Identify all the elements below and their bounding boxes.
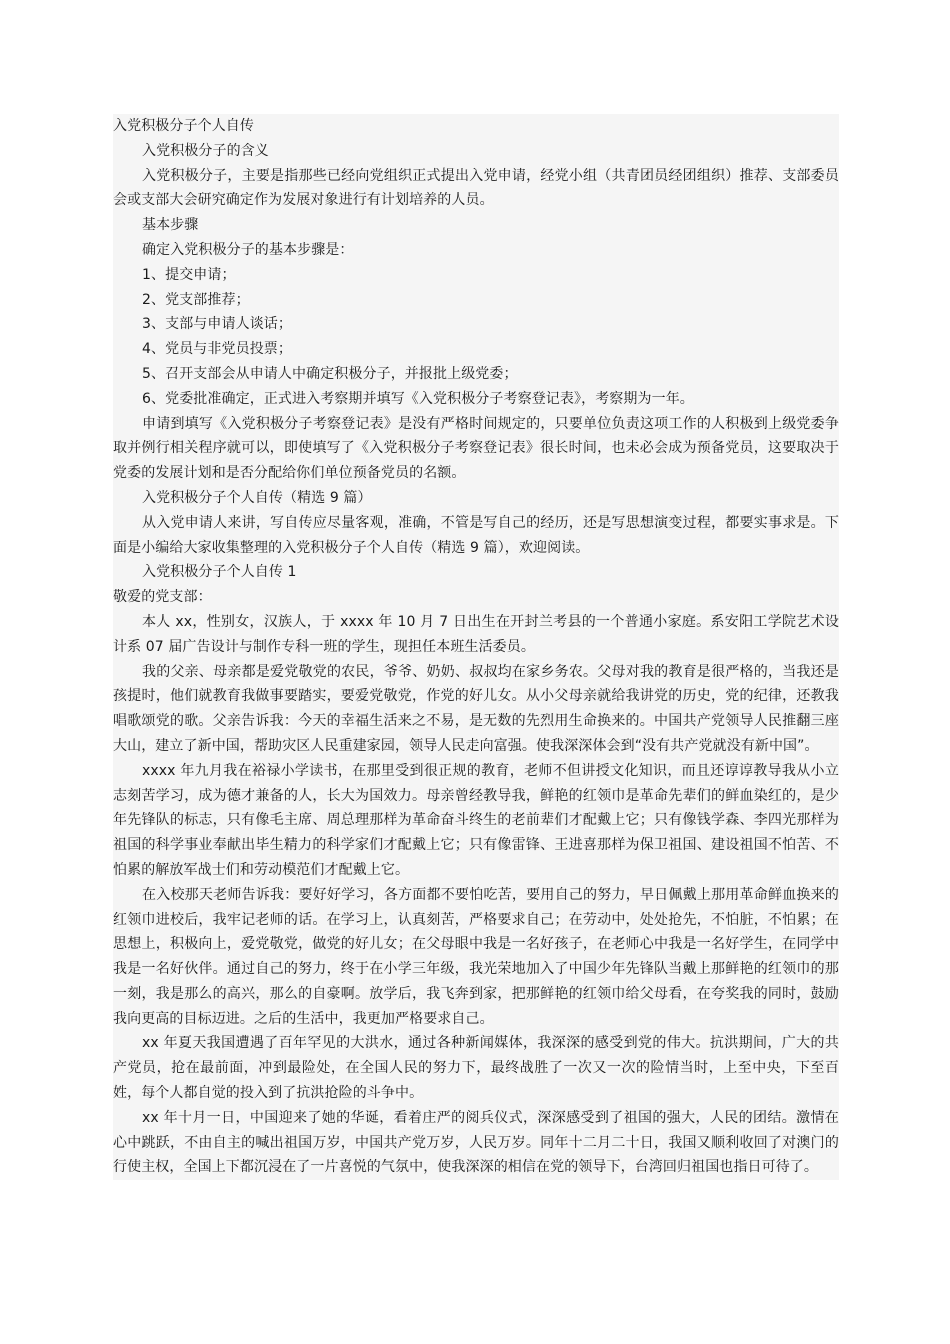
list-item: 6、党委批准确定，正式进入考察期并填写《入党积极分子考察登记表》，考察期为一年。 (142, 390, 694, 407)
paragraph: 入党积极分子，主要是指那些已经向党组织正式提出入党申请，经党小组（共青团员经团组织）推荐、支部委员会或支部大会研究确定作为发展对象进行有计划培养的人员。 (113, 167, 839, 209)
paragraph: xx 年夏天我国遭遇了百年罕见的大洪水，通过各种新闻媒体，我深深的感受到党的伟大。抗洪期间，广大的共产党员，抢在最前面，冲到最险处，在全国人民的努力下，最终战胜了一次又一次的险情当时，上至中央，下至百姓，每个人都自觉的投入到了抗洪抢险的斗争中。 (113, 1035, 839, 1102)
list-item: 2、党支部推荐； (142, 291, 250, 308)
list-item: 4、党员与非党员投票； (142, 341, 293, 358)
document-body (113, 114, 839, 1180)
document-title: 入党积极分子个人自传 (113, 118, 254, 134)
paragraph: 从入党申请人来讲，写自传应尽量客观，准确，不管是写自己的经历，还是写思想演变过程，都要实事求是。下面是小编给大家收集整理的入党积极分子个人自传（精选 9 篇），欢迎阅读。 (113, 514, 839, 556)
paragraph: 在入校那天老师告诉我：要好好学习，各方面都不要怕吃苦，要用自己的努力，早日佩戴上那用革命鲜血换来的红领巾进校后，我牢记老师的话。在学习上，认真刻苦，严格要求自己；在劳动中，处处抢先，不怕脏，不怕累；在思想上，积极向上，爱党敬党，做党的好儿女；在父母眼中我是一名好孩子，在老师心中我是一名好学生，在同学中我是一名好伙伴。通过自己的努力，终于在小学三年级，我光荣地加入了中国少年先锋队当戴上那鲜艳的红领巾的那一刻，我是那么的高兴，那么的自豪啊。放学后，我飞奔到家，把那鲜艳的红领巾给父母看，在夸奖我的同时，鼓励我向更高的目标迈进。之后的生活中，我更加严格要求自己。 (113, 886, 839, 1027)
section-heading: 入党积极分子个人自传 1 (142, 564, 297, 581)
paragraph: 申请到填写《入党积极分子考察登记表》是没有严格时间规定的，只要单位负责这项工作的人积极到上级党委争取并例行相关程序就可以，即使填写了《入党积极分子考察登记表》很长时间，也未必会成为预备党员，这要取决于党委的发展计划和是否分配给你们单位预备党员的名额。 (113, 415, 839, 482)
list-item: 5、召开支部会从申请人中确定积极分子，并报批上级党委； (142, 365, 518, 382)
paragraph: 我的父亲、母亲都是爱党敬党的农民，爷爷、奶奶、叔叔均在家乡务农。父母对我的教育是很严格的，当我还是孩提时，他们就教育我做事要踏实，要爱党敬党，作党的好儿女。从小父母亲就给我讲党的历史，党的纪律，还教我唱歌颂党的歌。父亲告诉我：今天的幸福生活来之不易，是无数的先烈用生命换来的。中国共产党领导人民推翻三座大山，建立了新中国，帮助灾区人民重建家园，领导人民走向富强。使我深深体会到“没有共产党就没有新中国”。 (113, 663, 839, 754)
salutation: 敬爱的党支部： (113, 589, 212, 606)
paragraph: 本人 xx，性别女，汉族人，于 xxxx 年 10 月 7 日出生在开封兰考县的一个普通小家庭。系安阳工学院艺术设计系 07 届广告设计与制作专科一班的学生，现担任本班生活委员。 (113, 613, 839, 655)
list-item: 3、支部与申请人谈话； (142, 316, 293, 333)
list-item: 1、提交申请； (142, 266, 236, 283)
paragraph: xxxx 年九月我在裕禄小学读书，在那里受到很正规的教育，老师不但讲授文化知识，而且还谆谆教导我从小立志刻苦学习，成为德才兼备的人，长大为国效力。母亲曾经教导我，鲜艳的红领巾是革命先辈们的鲜血染红的，是少年先锋队的标志，只有像毛主席、周总理那样为革命奋斗终生的老前辈们才配戴上它；只有像钱学森、李四光那样为祖国的科学事业奉献出毕生精力的科学家们才配戴上它；只有像雷锋、王进喜那样为保卫祖国、建设祖国不怕苦、不怕累的解放军战士们和劳动模范们才配戴上它。 (113, 762, 839, 878)
paragraph: xx 年十月一日，中国迎来了她的华诞，看着庄严的阅兵仪式，深深感受到了祖国的强大，人民的团结。激情在心中跳跃，不由自主的喊出祖国万岁，中国共产党万岁，人民万岁。同年十二月二十日，我国又顺利收回了对澳门的行使主权，全国上下都沉浸在了一片喜悦的气氛中，使我深深的相信在党的领导下，台湾回归祖国也指日可待了。 (113, 1106, 839, 1180)
section-heading: 入党积极分子个人自传（精选 9 篇） (142, 489, 372, 506)
paragraph: 入党积极分子的含义 (142, 142, 269, 159)
paragraph: 基本步骤 (142, 217, 199, 234)
paragraph: 确定入党积极分子的基本步骤是： (142, 241, 354, 258)
